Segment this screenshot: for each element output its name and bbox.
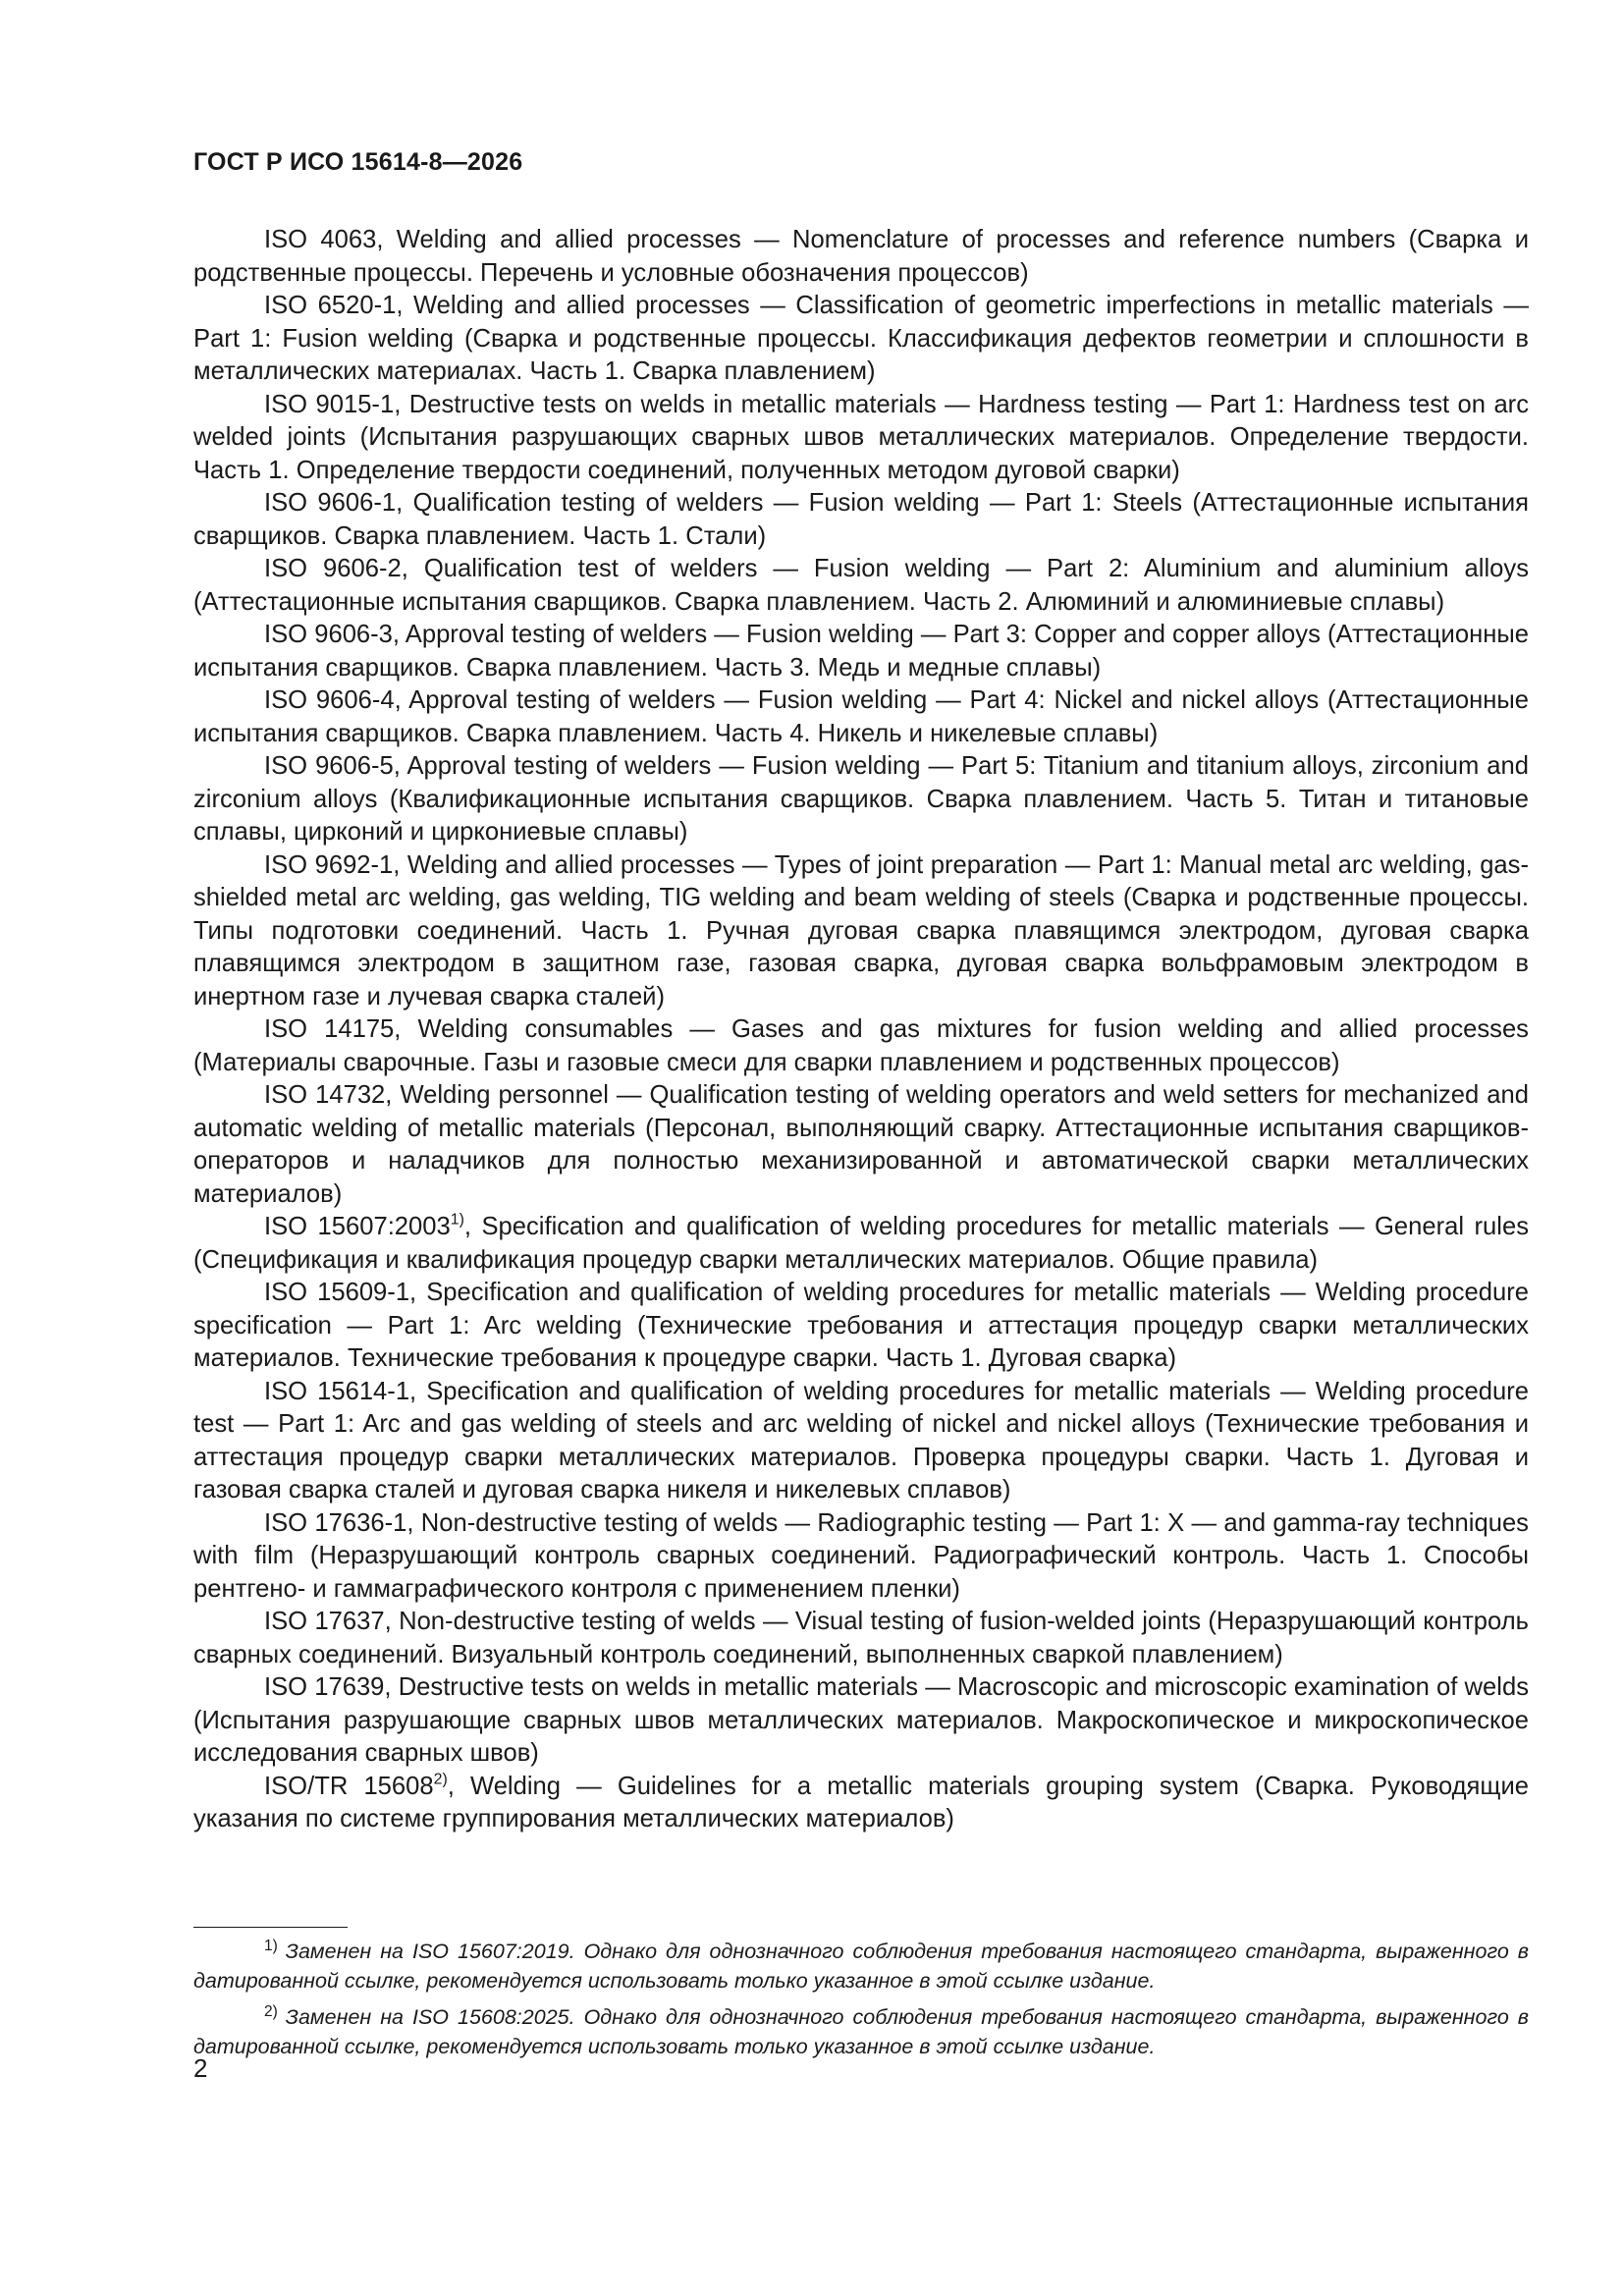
reference-entry [193,684,1529,750]
reference-code: ISO 17637, [264,1608,392,1635]
reference-code: ISO 9606-1, [264,489,404,517]
reference-title: Specification and qualification of welding procedures for metallic materials — Welding procedure test — Part 1: Arc and gas welding of steels and arc welding of nickel and nickel alloys (Технические требования и аттестация процедур сварки металлических материалов. Проверка процедуры сварки. Часть 1. Дуговая и газовая сварка сталей и дуговая сварка никеля и никелевых сплавов) [193,1377,1529,1503]
reference-title: Destructive tests on welds in metallic materials — Hardness testing — Part 1: Hardness test on arc welded joints (Испытания разрушающих сварных швов металлических материалов. Определение твердости. Часть 1. Определение твердости соединений, полученных методом дуговой сварки) [193,390,1529,484]
reference-entry [193,619,1529,684]
reference-entry [193,1013,1529,1079]
reference-code: ISO 9606-2, [264,555,408,582]
reference-title: Specification and qualification of welding procedures for metallic materials — General rules (Спецификация и квалификация процедур сварки металлических материалов. Общие правила) [193,1213,1529,1274]
reference-code: ISO 17636-1, [264,1508,414,1537]
reference-code: ISO 9692-1, [264,850,401,879]
footnote-separator [193,1927,348,1928]
reference-entry [193,553,1529,619]
reference-entry [193,1211,1529,1277]
reference-code-tail: , [463,1213,471,1240]
reference-code: ISO 9606-4, [264,686,402,714]
footnote-mark: 1) [264,1937,278,1954]
reference-code: ISO 9606-5, [264,752,401,780]
reference-entry [193,1507,1529,1607]
reference-entry [193,389,1529,488]
reference-title: Approval testing of welders — Fusion welding — Part 3: Copper and copper alloys (Аттестационные испытания сварщиков. Сварка плавлением. Часть 3. Медь и медные сплавы) [193,621,1529,682]
footnote [193,1938,1529,1995]
reference-code: ISO 14732, [264,1081,393,1109]
reference-title: Approval testing of welders — Fusion welding — Part 4: Nickel and nickel alloys (Аттестационные испытания сварщиков. Сварка плавлением. Часть 4. Никель и никелевые сплавы) [193,686,1529,747]
reference-code: ISO 14175, [264,1015,402,1043]
reference-title: Welding and allied processes — Nomenclature of processes and reference numbers (Сварка и родственные процессы. Перечень и условные обозначения процессов) [193,226,1529,287]
reference-entry [193,1079,1529,1211]
footnotes-list [193,1938,1529,2069]
reference-code: ISO 15609-1, [264,1279,417,1306]
reference-code-tail: , [447,1772,455,1800]
reference-title: Non-destructive testing of welds — Radiographic testing — Part 1: X — and gamma-ray techniques with film (Неразрушающий контроль сварных соединений. Радиографический контроль. Часть 1. Способы рентгено- и гаммаграфического контроля с применением пленки) [193,1508,1529,1603]
reference-title: Welding — Guidelines for a metallic materials grouping system (Сварка. Руководящие указания по системе группирования металлических материалов) [193,1772,1529,1832]
reference-code: ISO 6520-1, [264,292,404,319]
reference-entry [193,1277,1529,1376]
reference-code: ISO 15614-1, [264,1377,417,1405]
reference-entry [193,487,1529,553]
footnote-text: Заменен на ISO 15607:2019. Однако для однозначного соблюдения требования настоящего стандарта, выраженного в датированной ссылке, рекомендуется использовать только указанное в этой ссылке издание. [193,1940,1529,1993]
reference-title: Destructive tests on welds in metallic materials — Macroscopic and microscopic examination of welds (Испытания разрушающие сварных швов металлических материалов. Макроскопическое и микроскопическое исследования сварных швов) [193,1673,1529,1767]
reference-code: ISO 9606-3, [264,621,401,648]
reference-title: Welding personnel — Qualification testing of welding operators and weld setters for mechanized and automatic welding of metallic materials (Персонал, выполняющий сварку. Аттестационные испытания сварщиков-операторов и наладчиков для полностью механизированной и автоматической сварки металлических материалов) [193,1081,1529,1208]
footnote-reference-mark: 2) [433,1771,448,1788]
reference-entry [193,849,1529,1014]
reference-title: Approval testing of welders — Fusion welding — Part 5: Titanium and titanium alloys, zirconium and zirconium alloys (Квалификационные испытания сварщиков. Сварка плавлением. Часть 5. Титан и титановые сплавы, цирконий и циркониевые сплавы) [193,752,1529,846]
reference-title: Specification and qualification of welding procedures for metallic materials — Welding procedure specification — Part 1: Arc welding (Технические требования и аттестация процедур сварки металлических материалов. Технические требования к процедуре сварки. Часть 1. Дуговая сварка) [193,1279,1529,1372]
reference-entry [193,750,1529,849]
normative-references-list [193,224,1529,1836]
footnote-mark: 2) [264,2002,278,2020]
reference-code: ISO 4063, [264,226,384,253]
reference-title: Welding and allied processes — Classification of geometric imperfections in metallic materials — Part 1: Fusion welding (Сварка и родственные процессы. Классификация дефектов геометрии и сплошности в металлических материалах. Часть 1. Сварка плавлением) [193,292,1529,385]
reference-code: ISO 17639, [264,1673,392,1701]
reference-entry [193,1671,1529,1771]
footnote-reference-mark: 1) [450,1211,464,1229]
reference-entry [193,224,1529,290]
footnote [193,2003,1529,2061]
reference-entry [193,1376,1529,1507]
reference-entry [193,1771,1529,1836]
document-header: ГОСТ Р ИСО 15614-8—2026 [193,148,523,176]
footnote-text: Заменен на ISO 15608:2025. Однако для однозначного соблюдения требования настоящего стандарта, выраженного в датированной ссылке, рекомендуется использовать только указанное в этой ссылке издание. [193,2005,1529,2058]
reference-entry [193,1606,1529,1671]
reference-code: ISO 9015-1, [264,390,402,418]
reference-title: Welding consumables — Gases and gas mixtures for fusion welding and allied processes (Материалы сварочные. Газы и газовые смеси для сварки плавлением и родственных процессов) [193,1015,1529,1076]
reference-title: Non-destructive testing of welds — Visual testing of fusion-welded joints (Неразрушающий контроль сварных соединений. Визуальный контроль соединений, выполненных сваркой плавлением) [193,1608,1529,1668]
reference-title: Qualification test of welders — Fusion welding — Part 2: Aluminium and aluminium alloys (Аттестационные испытания сварщиков. Сварка плавлением. Часть 2. Алюминий и алюминиевые сплавы) [193,555,1529,616]
reference-entry [193,290,1529,389]
reference-title: Qualification testing of welders — Fusion welding — Part 1: Steels (Аттестационные испытания сварщиков. Сварка плавлением. Часть 1. Стали) [193,489,1529,550]
reference-title: Welding and allied processes — Types of joint preparation — Part 1: Manual metal arc welding, gas-shielded metal arc welding, gas welding, TIG welding and beam welding of steels (Сварка и родственные процессы. Типы подготовки соединений. Часть 1. Ручная дуговая сварка плавящимся электродом, дуговая сварка плавящимся электродом в защитном газе, газовая сварка, дуговая сварка вольфрамовым электродом в инертном газе и лучевая сварка сталей) [193,850,1529,1011]
reference-code: ISO 15607:2003 [264,1213,451,1240]
reference-code: ISO/TR 15608 [264,1772,434,1800]
page-number: 2 [193,2053,208,2083]
